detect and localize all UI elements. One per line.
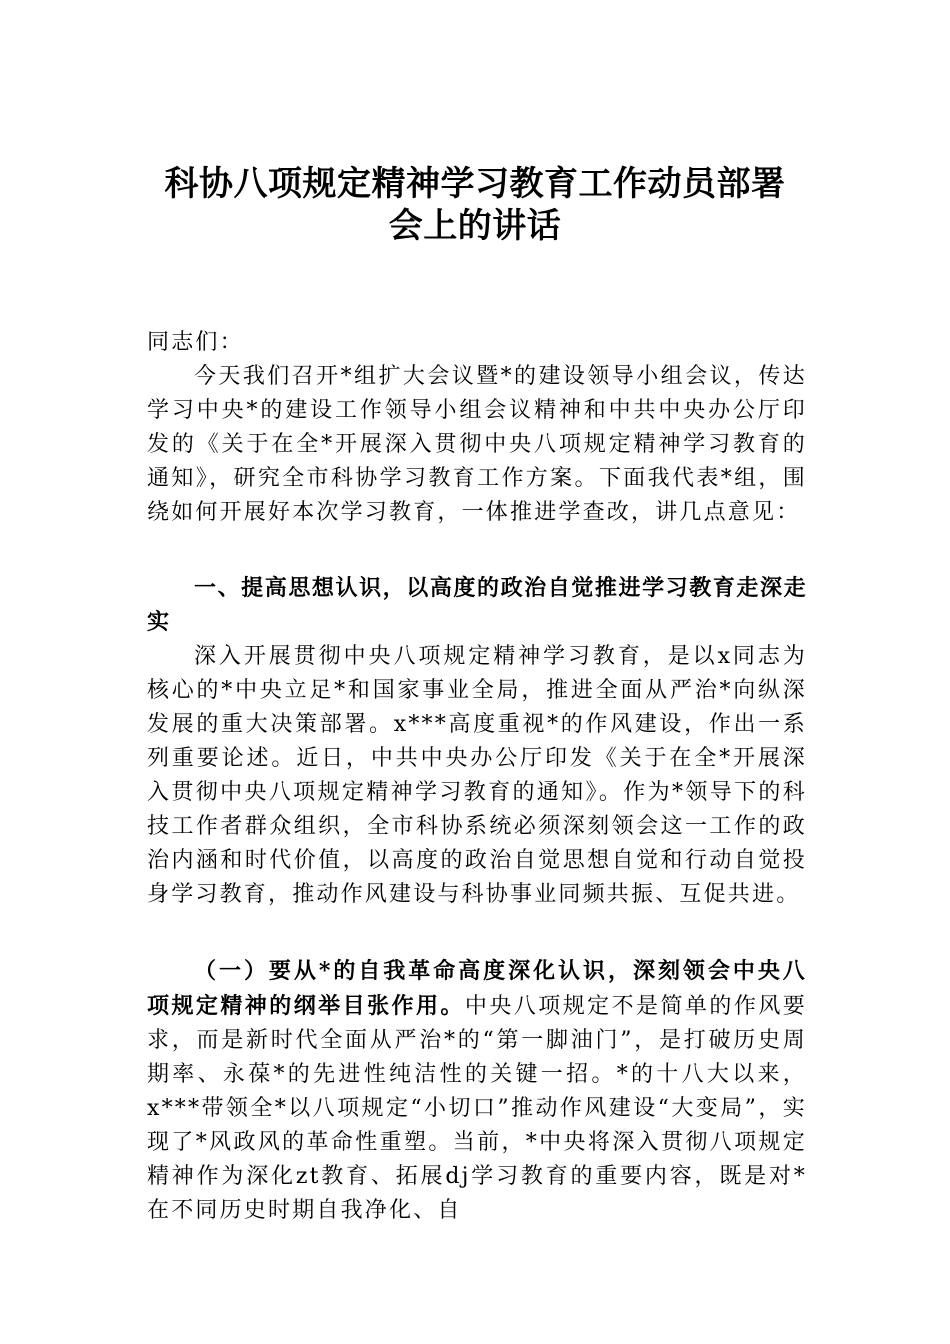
paragraph-subsection-1 <box>147 954 807 1228</box>
subsection-heading-1: （一）要从*的自我革命高度深化认识，深刻领会中央八项规定精神的纲举目张作用。 <box>147 958 807 1019</box>
document-title-line-2: 会上的讲话 <box>388 206 562 246</box>
paragraph-intro: 今天我们召开*组扩大会议暨*的建设领导小组会议，传达学习中央*的建设工作领导小组会议精神和中共中央办公厅印发的《关于在全*开展深入贯彻中央八项规定精神学习教育的通知》，研究全市科协学习教育工作方案。下面我代表*组，围绕如何开展好本次学习教育，一体推进学查改，讲几点意见： <box>147 364 807 525</box>
paragraph-section-1: 深入开展贯彻中央八项规定精神学习教育，是以x同志为核心的*中央立足*和国家事业全局，推进全面从严治*向纵深发展的重大决策部署。x***高度重视*的作风建设，作出一系列重要论述。近日，中共中央办公厅印发《关于在全*开展深入贯彻中央八项规定精神学习教育的通知》。作为*领导下的科技工作者群众组织，全市科协系统必须深刻领会这一工作的政治内涵和时代价值，以高度的政治自觉思想自觉和行动自觉投身学习教育，推动作风建设与科协事业同频共振、互促共进。 <box>147 644 807 907</box>
subsection-body-1: 中央八项规定不是简单的作风要求，而是新时代全面从严治*的“第一脚油门”，是打破历史周期率、永葆*的先进性纯洁性的关键一招。*的十八大以来，x***带领全*以八项规定“小切口”推动作风建设“大变局”，实现了*风政风的革命性重塑。当前，*中央将深入贯彻八项规定精神作为深化zt教育、拓展dj学习教育的重要内容，既是对*在不同历史时期自我净化、自 <box>147 994 807 1223</box>
salutation: 同志们： <box>147 330 244 355</box>
document-title-line-1: 科协八项规定精神学习教育工作动员部署 <box>164 164 786 204</box>
section-heading-1: 一、提高思想认识，以高度的政治自觉推进学习教育走深走实 <box>147 576 807 635</box>
